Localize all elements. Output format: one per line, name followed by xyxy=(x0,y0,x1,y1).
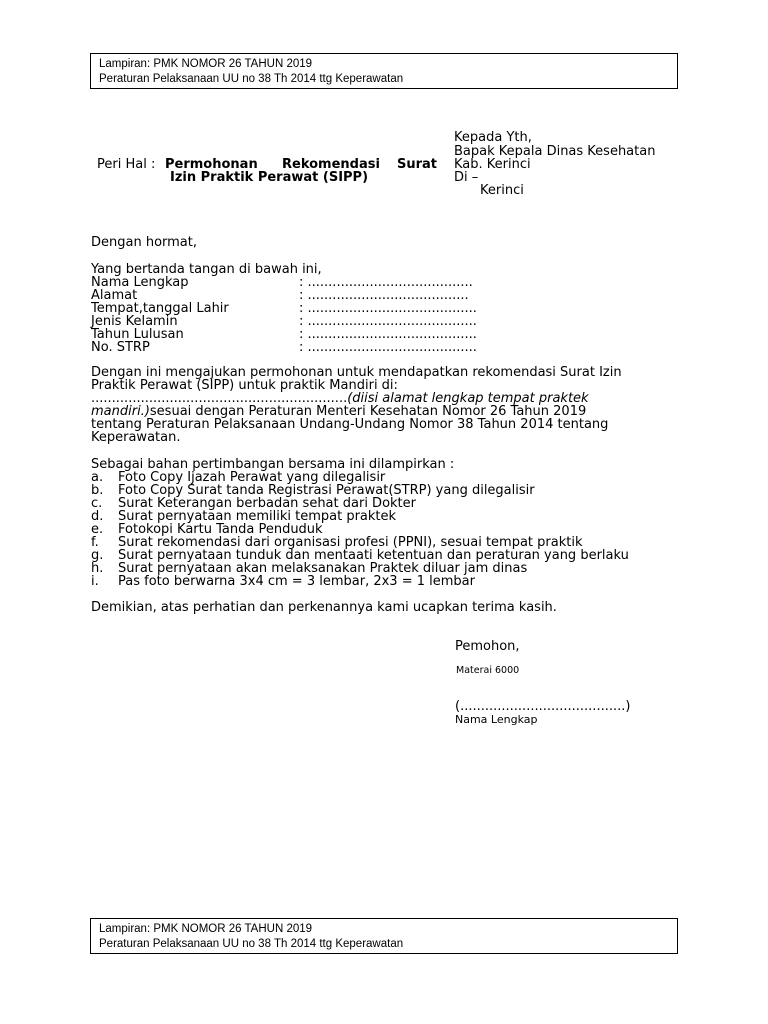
recipient-line-3: Kab. Kerinci xyxy=(454,157,531,172)
list-text: Foto Copy Surat tanda Registrasi Perawat(STRP) yang dilegalisir xyxy=(118,483,535,498)
list-marker: a. xyxy=(91,470,104,485)
list-text: Fotokopi Kartu Tanda Penduduk xyxy=(118,522,323,537)
para1-line-6: Keperawatan. xyxy=(91,430,181,445)
list-text: Surat pernyataan akan melaksanakan Praktek diluar jam dinas xyxy=(118,561,528,576)
list-text: Surat Keterangan berbadan sehat dari Dokter xyxy=(118,496,416,511)
list-marker: g. xyxy=(91,548,104,563)
field-value: : ......................................... xyxy=(299,301,477,316)
field-label: Tahun Lulusan xyxy=(91,327,184,342)
list-text: Surat pernyataan memiliki tempat praktek xyxy=(118,509,397,524)
perihal-label: Peri Hal : xyxy=(97,157,156,172)
field-label: Jenis Kelamin xyxy=(91,314,178,329)
signature-applicant: Pemohon, xyxy=(455,639,520,654)
list-text: Surat pernyataan tunduk dan mentaati ketentuan dan peraturan yang berlaku xyxy=(118,548,629,563)
signature-name-label: Nama Lengkap xyxy=(455,713,538,726)
list-marker: h. xyxy=(91,561,104,576)
para1-dots: .............................................................. xyxy=(91,391,348,406)
list-marker: e. xyxy=(91,522,104,537)
recipient-line-2: Bapak Kepala Dinas Kesehatan xyxy=(454,144,656,159)
list-marker: i. xyxy=(91,574,99,589)
list-marker: f. xyxy=(91,535,99,550)
list-marker: d. xyxy=(91,509,104,524)
perihal-word-1: Permohonan xyxy=(165,157,258,172)
header-line-2: Peraturan Pelaksanaan UU no 38 Th 2014 ttg Keperawatan xyxy=(99,73,404,85)
field-label: Nama Lengkap xyxy=(91,275,189,290)
field-value: : ......................................... xyxy=(299,314,477,329)
intro: Yang bertanda tangan di bawah ini, xyxy=(91,262,322,277)
para1-line-5: tentang Peraturan Pelaksanaan Undang-Undang Nomor 38 Tahun 2014 tentang xyxy=(91,417,609,432)
field-label: No. STRP xyxy=(91,340,150,355)
header-line-1: Lampiran: PMK NOMOR 26 TAHUN 2019 xyxy=(99,58,313,70)
para1-rest: sesuai dengan Peraturan Menteri Kesehatan Nomor 26 Tahun 2019 xyxy=(149,404,587,419)
perihal-word-3: Surat xyxy=(397,157,438,172)
para1-line-1: Dengan ini mengajukan permohonan untuk mendapatkan rekomendasi Surat Izin xyxy=(91,365,622,380)
para1-italic-end: mandiri.) xyxy=(91,404,150,419)
footer-box xyxy=(90,918,678,954)
perihal-word-2: Rekomendasi xyxy=(282,157,380,172)
field-value: : ........................................ xyxy=(299,275,473,290)
field-value: : ....................................... xyxy=(299,288,469,303)
list-text: Surat rekomendasi dari organisasi profesi (PPNI), sesuai tempat praktik xyxy=(118,535,583,550)
field-value: : ......................................... xyxy=(299,340,477,355)
footer-line-1: Lampiran: PMK NOMOR 26 TAHUN 2019 xyxy=(99,923,313,935)
field-label: Tempat,tanggal Lahir xyxy=(91,301,229,316)
recipient-line-4: Di – xyxy=(454,170,479,185)
signature-name-line: (........................................) xyxy=(455,699,631,714)
recipient-line-5: Kerinci xyxy=(480,183,524,198)
list-text: Pas foto berwarna 3x4 cm = 3 lembar, 2x3 = 1 lembar xyxy=(118,574,475,589)
footer-line-2: Peraturan Pelaksanaan UU no 38 Th 2014 ttg Keperawatan xyxy=(99,938,404,950)
para1-italic-note: (diisi alamat lengkap tempat praktek xyxy=(347,391,589,406)
para1-line-2: Praktik Perawat (SIPP) untuk praktik Mandiri di: xyxy=(91,378,398,393)
field-value: : ......................................... xyxy=(299,327,477,342)
list-marker: b. xyxy=(91,483,104,498)
list-marker: c. xyxy=(91,496,103,511)
attachments-intro: Sebagai bahan pertimbangan bersama ini dilampirkan : xyxy=(91,457,455,472)
list-text: Foto Copy Ijazah Perawat yang dilegalisir xyxy=(118,470,386,485)
signature-stamp: Materai 6000 xyxy=(456,665,520,676)
field-label: Alamat xyxy=(91,288,138,303)
recipient-line-1: Kepada Yth, xyxy=(454,130,532,145)
closing: Demikian, atas perhatian dan perkenannya kami ucapkan terima kasih. xyxy=(91,600,557,615)
header-box xyxy=(90,53,678,89)
perihal-line-2: Izin Praktik Perawat (SIPP) xyxy=(170,170,369,185)
salutation: Dengan hormat, xyxy=(91,235,198,250)
